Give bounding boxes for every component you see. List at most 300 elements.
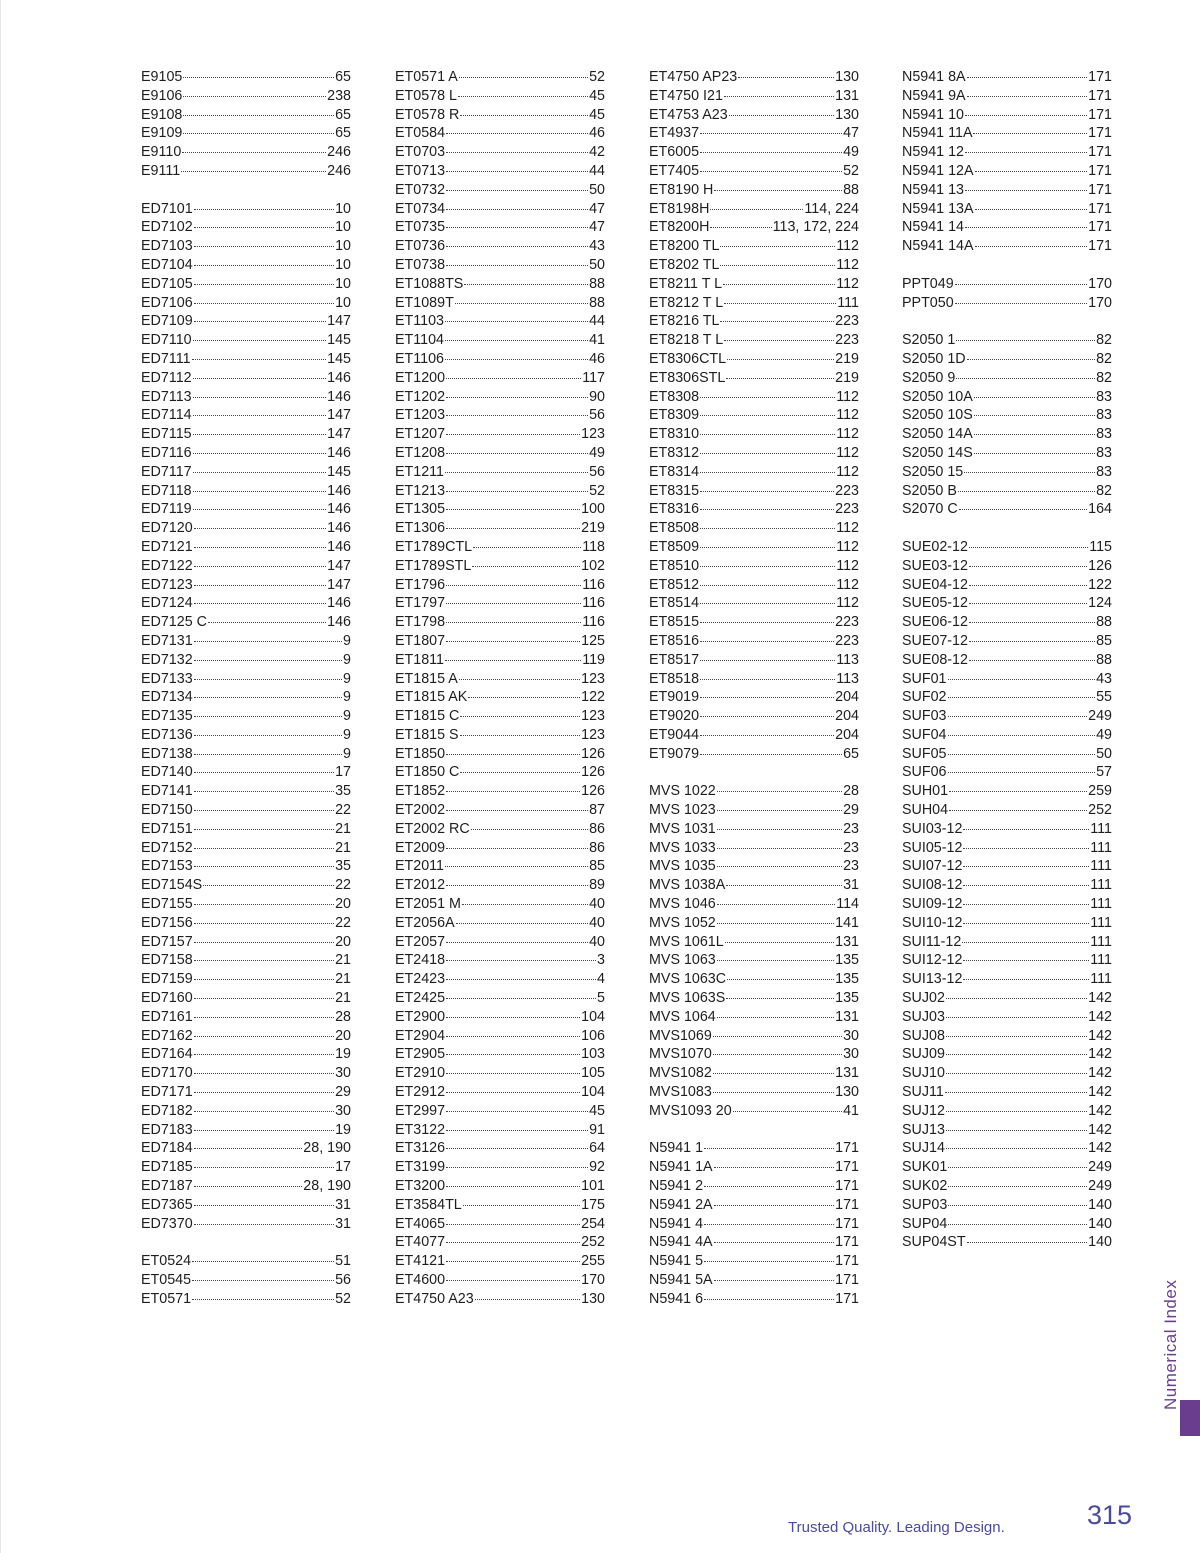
dot-leader <box>194 1205 334 1206</box>
index-entry <box>649 68 859 87</box>
page-reference: 223 <box>835 614 859 631</box>
product-code: MVS1070 <box>649 1046 712 1063</box>
page-reference: 145 <box>327 463 351 480</box>
product-code: SUJ09 <box>902 1046 945 1063</box>
product-code: ED7132 <box>141 651 193 668</box>
index-entry <box>649 1177 859 1196</box>
product-code: SUI11-12 <box>902 933 962 950</box>
page-reference: 145 <box>327 332 351 349</box>
page-reference: 111 <box>1090 933 1112 950</box>
page-reference: 146 <box>327 369 351 386</box>
index-entry <box>141 68 351 87</box>
dot-leader <box>194 791 334 792</box>
dot-leader <box>445 472 588 473</box>
product-code: MVS1093 20 <box>649 1102 732 1119</box>
product-code: ET1852 <box>395 783 446 800</box>
page-reference: 46 <box>589 125 605 142</box>
dot-leader <box>463 1205 580 1206</box>
product-code: N5941 13 <box>902 181 965 198</box>
product-code: SUJ11 <box>902 1084 944 1101</box>
index-entry <box>141 1045 351 1064</box>
index-entry <box>902 350 1112 369</box>
dot-leader <box>446 1054 580 1055</box>
index-entry <box>395 576 605 595</box>
dot-leader <box>949 810 1087 811</box>
page-reference: 204 <box>835 726 859 743</box>
dot-leader <box>700 622 834 623</box>
index-entry <box>141 1252 351 1271</box>
page-reference: 112 <box>836 538 859 555</box>
page-reference: 17 <box>335 764 351 781</box>
dot-leader <box>203 885 334 886</box>
product-code: S2050 9 <box>902 369 956 386</box>
dot-leader <box>700 415 835 416</box>
page-reference: 20 <box>335 933 351 950</box>
page-reference: 3 <box>597 952 605 969</box>
product-code: ED7120 <box>141 520 193 537</box>
product-code: MVS 1063C <box>649 971 727 988</box>
product-code: E9110 <box>141 144 182 161</box>
index-entry <box>902 839 1112 858</box>
dot-leader <box>460 772 580 773</box>
page-reference: 112 <box>836 238 859 255</box>
dot-leader <box>700 472 835 473</box>
index-entry <box>649 1271 859 1290</box>
product-code: S2050 10S <box>902 407 973 424</box>
index-column-4 <box>902 68 1112 1252</box>
dot-leader <box>717 866 842 867</box>
dot-leader <box>446 1186 580 1187</box>
product-code: ET1200 <box>395 369 446 386</box>
product-code: ED7124 <box>141 595 193 612</box>
index-entry <box>902 1027 1112 1046</box>
product-code: ET0571 <box>141 1290 192 1307</box>
dot-leader <box>704 1261 834 1262</box>
index-entry <box>902 1233 1112 1252</box>
index-entry <box>649 106 859 125</box>
product-code: MVS1082 <box>649 1065 712 1082</box>
product-code: SUF05 <box>902 745 947 762</box>
dot-leader <box>948 754 1096 755</box>
product-code: ED7161 <box>141 1008 193 1025</box>
index-entry <box>395 951 605 970</box>
page-reference: 118 <box>582 538 605 555</box>
dot-leader <box>948 1167 1087 1168</box>
product-code: ET8202 TL <box>649 256 720 273</box>
page-reference: 170 <box>1088 275 1112 292</box>
product-code: MVS 1063 <box>649 952 716 969</box>
product-code: ET9020 <box>649 708 700 725</box>
index-entry <box>649 538 859 557</box>
page-reference: 238 <box>327 87 351 104</box>
product-code: ED7101 <box>141 200 193 217</box>
dot-leader <box>446 152 588 153</box>
index-column-2 <box>395 68 605 1309</box>
index-entry <box>141 143 351 162</box>
dot-leader <box>475 1299 580 1300</box>
dot-leader <box>949 791 1087 792</box>
index-entry <box>902 1045 1112 1064</box>
product-code: ED7156 <box>141 914 193 931</box>
index-entry <box>649 914 859 933</box>
page-reference: 171 <box>1088 106 1112 123</box>
dot-leader <box>717 848 842 849</box>
page-reference: 102 <box>581 557 605 574</box>
page-reference: 45 <box>589 1102 605 1119</box>
page-reference: 146 <box>327 614 351 631</box>
index-entry <box>141 970 351 989</box>
page-reference: 44 <box>589 313 605 330</box>
index-entry <box>649 312 859 331</box>
dot-leader <box>700 528 835 529</box>
page-reference: 140 <box>1088 1196 1112 1213</box>
index-entry <box>649 745 859 764</box>
index-entry <box>902 1158 1112 1177</box>
dot-leader <box>946 1073 1087 1074</box>
product-code: SUE06-12 <box>902 614 968 631</box>
page-reference: 22 <box>335 914 351 931</box>
index-entry <box>902 181 1112 200</box>
index-entry <box>141 1290 351 1309</box>
index-entry <box>395 1177 605 1196</box>
dot-leader <box>710 227 771 228</box>
index-entry <box>141 876 351 895</box>
product-code: ET9044 <box>649 726 700 743</box>
product-code: ED7135 <box>141 708 193 725</box>
product-code: ET1088TS <box>395 275 464 292</box>
page-reference: 249 <box>1088 1178 1112 1195</box>
product-code: ED7104 <box>141 256 193 273</box>
product-code: ED7151 <box>141 820 193 837</box>
index-entry <box>141 1196 351 1215</box>
section-gap <box>649 763 859 782</box>
dot-leader <box>446 491 588 492</box>
dot-leader <box>445 340 588 341</box>
index-entry <box>141 87 351 106</box>
dot-leader <box>446 754 580 755</box>
index-entry <box>902 87 1112 106</box>
product-code: ET4121 <box>395 1253 446 1270</box>
page-reference: 21 <box>335 839 351 856</box>
index-entry <box>649 1064 859 1083</box>
page-reference: 9 <box>343 632 351 649</box>
page-reference: 171 <box>1088 144 1112 161</box>
page-reference: 147 <box>327 576 351 593</box>
index-entry <box>395 1027 605 1046</box>
product-code: ET8510 <box>649 557 700 574</box>
index-entry <box>902 482 1112 501</box>
product-code: ET1815 A <box>395 670 458 687</box>
page-reference: 171 <box>835 1215 859 1232</box>
index-entry <box>902 576 1112 595</box>
index-entry <box>902 557 1112 576</box>
page-reference: 41 <box>843 1102 859 1119</box>
index-entry <box>902 275 1112 294</box>
product-code: ET8516 <box>649 632 700 649</box>
page-reference: 31 <box>335 1196 351 1213</box>
index-entry <box>902 857 1112 876</box>
index-entry <box>649 876 859 895</box>
dot-leader <box>446 603 581 604</box>
page-reference: 17 <box>335 1159 351 1176</box>
page-reference: 142 <box>1088 1084 1112 1101</box>
product-code: ET2912 <box>395 1084 446 1101</box>
index-entry <box>902 895 1112 914</box>
dot-leader <box>955 284 1087 285</box>
index-entry <box>395 782 605 801</box>
index-entry <box>395 1064 605 1083</box>
index-entry <box>649 143 859 162</box>
page-reference: 111 <box>1090 914 1112 931</box>
page-reference: 111 <box>1090 820 1112 837</box>
dot-leader <box>446 1224 580 1225</box>
index-entry <box>141 538 351 557</box>
index-entry <box>395 707 605 726</box>
page-reference: 223 <box>835 501 859 518</box>
product-code: SUJ12 <box>902 1102 945 1119</box>
index-entry <box>395 688 605 707</box>
page-reference: 140 <box>1088 1234 1112 1251</box>
index-entry <box>649 1008 859 1027</box>
dot-leader <box>194 998 334 999</box>
dot-leader <box>955 303 1087 304</box>
index-entry <box>902 1177 1112 1196</box>
product-code: MVS 1022 <box>649 783 716 800</box>
page-reference: 126 <box>581 764 605 781</box>
product-code: N5941 14 <box>902 219 965 236</box>
dot-leader <box>193 415 327 416</box>
product-code: ET0578 R <box>395 106 460 123</box>
dot-leader <box>969 547 1088 548</box>
dot-leader <box>446 1280 580 1281</box>
product-code: N5941 1 <box>649 1140 704 1157</box>
dot-leader <box>946 1111 1087 1112</box>
dot-leader <box>446 453 588 454</box>
product-code: ET4750 I21 <box>649 87 723 104</box>
product-code: ET8306STL <box>649 369 726 386</box>
page-reference: 131 <box>835 87 859 104</box>
dot-leader <box>446 979 596 980</box>
dot-leader <box>948 679 1096 680</box>
page-reference: 259 <box>1088 783 1112 800</box>
page-reference: 223 <box>835 313 859 330</box>
product-code: ET2012 <box>395 877 446 894</box>
product-code: ET4753 A23 <box>649 106 728 123</box>
page-reference: 204 <box>835 708 859 725</box>
product-code: ET0732 <box>395 181 446 198</box>
page-reference: 88 <box>589 275 605 292</box>
dot-leader <box>194 735 342 736</box>
page-reference: 142 <box>1088 990 1112 1007</box>
dot-leader <box>456 923 588 924</box>
product-code: ET2418 <box>395 952 446 969</box>
dot-leader <box>446 415 588 416</box>
page-reference: 43 <box>1096 670 1112 687</box>
product-code: SUF01 <box>902 670 947 687</box>
dot-leader <box>713 1036 842 1037</box>
index-entry <box>649 500 859 519</box>
index-entry <box>649 839 859 858</box>
dot-leader <box>194 829 334 830</box>
index-entry <box>395 632 605 651</box>
page-reference: 171 <box>1088 181 1112 198</box>
dot-leader <box>969 585 1087 586</box>
index-entry <box>649 162 859 181</box>
dot-leader <box>948 1205 1087 1206</box>
dot-leader <box>946 1054 1087 1055</box>
dot-leader <box>183 96 326 97</box>
index-entry <box>141 200 351 219</box>
product-code: N5941 4A <box>649 1234 713 1251</box>
product-code: ET1815 S <box>395 726 459 743</box>
product-code: N5941 6 <box>649 1290 704 1307</box>
page-reference: 56 <box>589 407 605 424</box>
index-entry <box>141 162 351 181</box>
index-entry <box>649 688 859 707</box>
product-code: ET1104 <box>395 332 445 349</box>
index-entry <box>395 839 605 858</box>
dot-leader <box>194 641 342 642</box>
dot-leader <box>446 378 581 379</box>
dot-leader <box>193 340 327 341</box>
page-reference: 47 <box>589 219 605 236</box>
dot-leader <box>726 378 834 379</box>
page-reference: 171 <box>835 1234 859 1251</box>
dot-leader <box>724 96 834 97</box>
page-reference: 124 <box>1088 595 1112 612</box>
dot-leader <box>946 1036 1087 1037</box>
product-code: ED7113 <box>141 388 192 405</box>
dot-leader <box>700 679 835 680</box>
page-reference: 219 <box>835 350 859 367</box>
index-entry <box>395 745 605 764</box>
dot-leader <box>446 998 596 999</box>
dot-leader <box>963 866 1089 867</box>
index-entry <box>649 218 859 237</box>
product-code: ET3126 <box>395 1140 446 1157</box>
page-reference: 146 <box>327 501 351 518</box>
dot-leader <box>726 998 834 999</box>
product-code: ED7133 <box>141 670 193 687</box>
index-entry <box>649 1290 859 1309</box>
page-reference: 41 <box>589 332 605 349</box>
page-reference: 146 <box>327 482 351 499</box>
index-entry <box>649 463 859 482</box>
product-code: SUH04 <box>902 802 949 819</box>
index-entry <box>902 538 1112 557</box>
dot-leader <box>714 1167 835 1168</box>
page-reference: 21 <box>335 990 351 1007</box>
product-code: ET0584 <box>395 125 446 142</box>
dot-leader <box>446 1148 588 1149</box>
index-entry <box>395 463 605 482</box>
product-code: ET2900 <box>395 1008 446 1025</box>
dot-leader <box>717 923 834 924</box>
dot-leader <box>963 904 1089 905</box>
product-code: ET3122 <box>395 1121 446 1138</box>
product-code: N5941 11A <box>902 125 973 142</box>
product-code: ET6005 <box>649 144 700 161</box>
page-reference: 111 <box>837 294 859 311</box>
index-entry <box>902 876 1112 895</box>
product-code: ET8314 <box>649 463 700 480</box>
dot-leader <box>717 960 834 961</box>
index-entry <box>395 538 605 557</box>
index-entry <box>902 745 1112 764</box>
page-reference: 252 <box>581 1234 605 1251</box>
dot-leader <box>700 603 835 604</box>
index-entry <box>902 914 1112 933</box>
page-reference: 146 <box>327 595 351 612</box>
page-reference: 28, 190 <box>303 1140 351 1157</box>
dot-leader <box>445 321 588 322</box>
index-entry <box>395 425 605 444</box>
page-reference: 5 <box>597 990 605 1007</box>
dot-leader <box>194 227 334 228</box>
index-entry <box>395 594 605 613</box>
page-reference: 65 <box>335 106 351 123</box>
dot-leader <box>975 246 1088 247</box>
product-code: ED7102 <box>141 219 193 236</box>
product-code: PPT050 <box>902 294 954 311</box>
dot-leader <box>446 1073 580 1074</box>
page-reference: 83 <box>1096 388 1112 405</box>
section-tab-marker <box>1180 1400 1200 1436</box>
product-code: SUJ02 <box>902 990 945 1007</box>
product-code: ET3200 <box>395 1178 446 1195</box>
product-code: N5941 12A <box>902 162 974 179</box>
page-reference: 112 <box>836 407 859 424</box>
product-code: N5941 2A <box>649 1196 713 1213</box>
dot-leader <box>473 547 581 548</box>
page-reference: 82 <box>1096 482 1112 499</box>
dot-leader <box>969 603 1087 604</box>
dot-leader <box>459 77 588 78</box>
index-entry <box>902 1139 1112 1158</box>
index-entry <box>649 181 859 200</box>
dot-leader <box>727 359 834 360</box>
dot-leader <box>713 1092 834 1093</box>
dot-leader <box>704 1299 834 1300</box>
page-edge <box>0 0 1 1553</box>
product-code: ET8515 <box>649 614 700 631</box>
product-code: ED7110 <box>141 332 192 349</box>
dot-leader <box>446 209 588 210</box>
index-entry <box>902 1121 1112 1140</box>
page-reference: 122 <box>1088 576 1112 593</box>
index-entry <box>902 1102 1112 1121</box>
page-reference: 246 <box>327 144 351 161</box>
dot-leader <box>194 716 342 717</box>
index-entry <box>649 613 859 632</box>
index-entry <box>902 782 1112 801</box>
page-reference: 123 <box>581 670 605 687</box>
dot-leader <box>194 246 334 247</box>
dot-leader <box>700 397 835 398</box>
dot-leader <box>468 697 580 698</box>
page-reference: 20 <box>335 896 351 913</box>
dot-leader <box>446 1242 580 1243</box>
page-reference: 49 <box>589 444 605 461</box>
product-code: ED7111 <box>141 350 191 367</box>
index-entry <box>649 951 859 970</box>
page-reference: 147 <box>327 407 351 424</box>
dot-leader <box>720 265 835 266</box>
page-reference: 30 <box>335 1065 351 1082</box>
product-code: ED7103 <box>141 238 193 255</box>
product-code: N5941 14A <box>902 238 974 255</box>
dot-leader <box>194 697 342 698</box>
